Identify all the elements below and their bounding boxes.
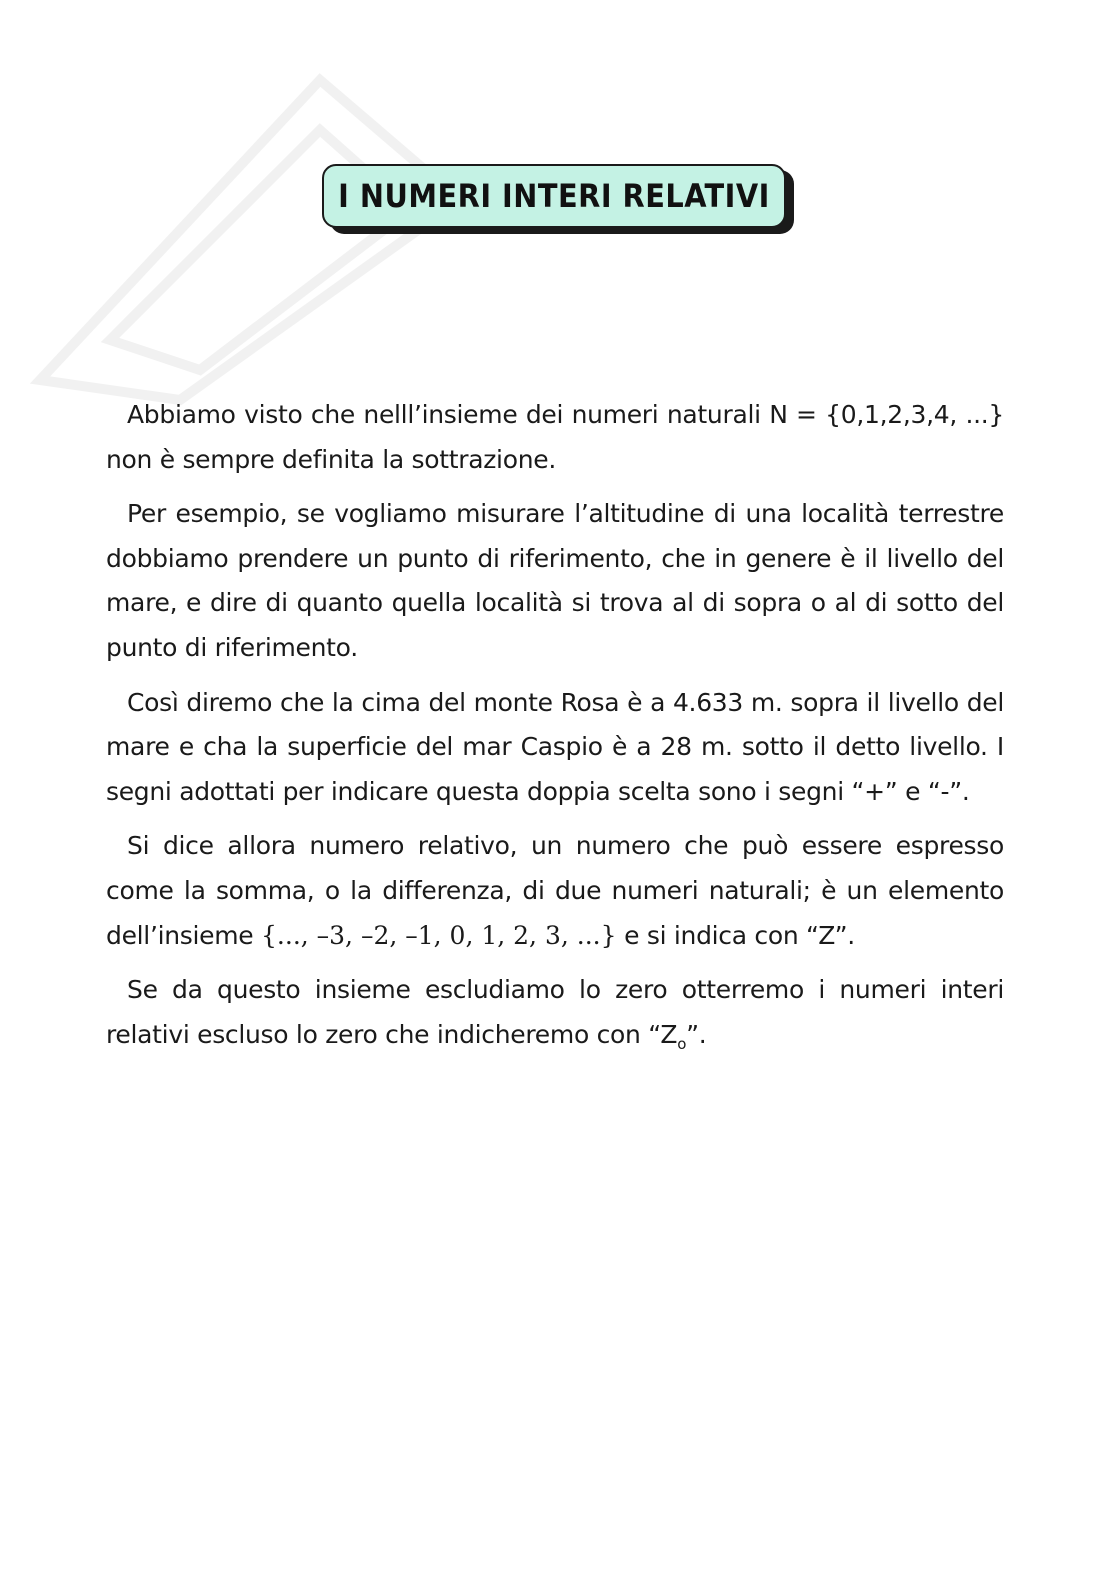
paragraph-5	[106, 968, 1004, 1066]
paragraph-4-text: Si dice allora numero relativo, un numero che può essere espresso come la somma, o la differenza, di due numeri naturali; è un elemento dell’insieme	[106, 831, 1004, 950]
paragraph-4	[106, 824, 1004, 958]
paragraph-1: Abbiamo visto che nelll’insieme dei numeri naturali N = {0,1,2,3,4, ...} non è sempre definita la sottrazione.	[106, 400, 1004, 474]
paragraph-5-text: Se da questo insieme escludiamo lo zero otterremo i numeri interi relativi escluso lo zero che indicheremo con “Z	[106, 975, 1004, 1049]
integer-set: {..., –3, –2, –1, 0, 1, 2, 3, ...}	[261, 920, 617, 950]
paragraph-5-end: ”.	[686, 1019, 707, 1049]
paragraph-3: Così diremo che la cima del monte Rosa è a 4.633 m. sopra il livello del mare e cha la superficie del mar Caspio è a 28 m. sotto il detto livello. I segni adottati per indicare questa doppia scelta sono i segni “+” e “-”.	[106, 687, 1004, 806]
paragraph-4-end: e si indica con “Z”.	[616, 920, 855, 950]
title-box	[322, 164, 786, 228]
page-title: I NUMERI INTERI RELATIVI	[338, 177, 770, 215]
z-subscript: o	[677, 1034, 687, 1053]
paragraph-2: Per esempio, se vogliamo misurare l’altitudine di una località terrestre dobbiamo prendere un punto di riferimento, che in genere è il livello del mare, e dire di quanto quella località si trova al di sopra o al di sotto del punto di riferimento.	[106, 499, 1004, 662]
title-banner	[322, 164, 786, 228]
body-text	[106, 393, 1004, 1076]
